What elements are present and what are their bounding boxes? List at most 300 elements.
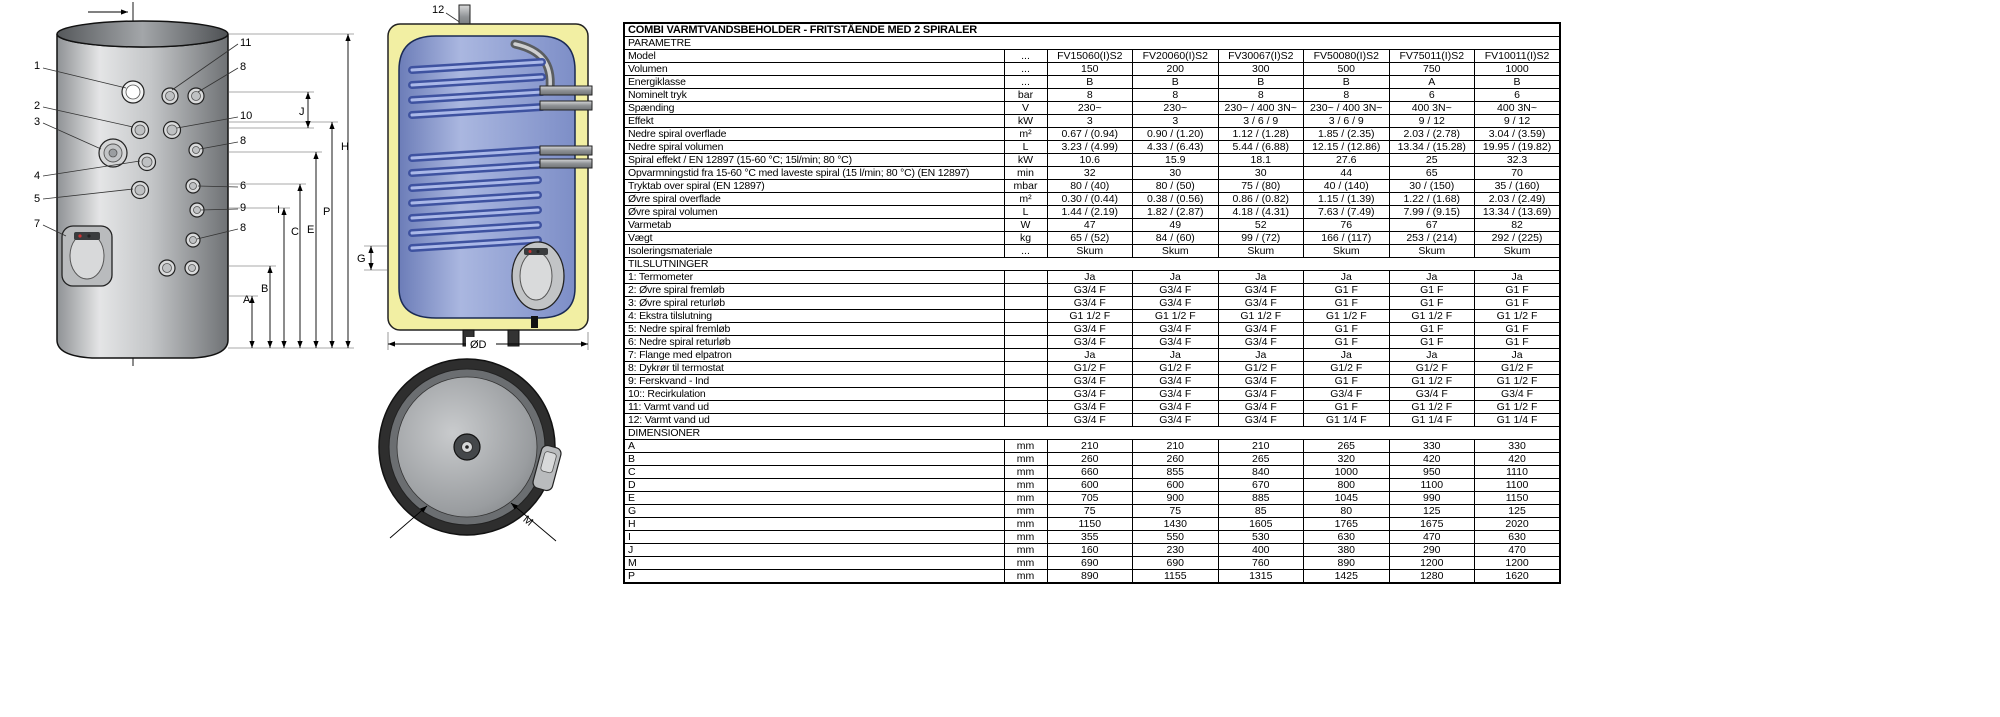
value-cell: 1.12 / (1.28) <box>1218 128 1304 141</box>
table-row <box>624 310 1560 323</box>
row-unit: kg <box>1004 232 1047 245</box>
value-cell: 76 <box>1304 219 1390 232</box>
value-cell: G3/4 F <box>1047 323 1133 336</box>
row-unit: mm <box>1004 479 1047 492</box>
value-cell: 1000 <box>1304 466 1390 479</box>
table-row <box>624 167 1560 180</box>
value-cell: FV15060(I)S2 <box>1047 50 1133 63</box>
value-cell: G1/2 F <box>1475 362 1561 375</box>
value-cell: 75 <box>1047 505 1133 518</box>
value-cell: 1675 <box>1389 518 1475 531</box>
section-header: DIMENSIONER <box>624 427 1560 440</box>
value-cell: 885 <box>1218 492 1304 505</box>
value-cell: G1 F <box>1304 401 1390 414</box>
table-row <box>624 258 1560 271</box>
row-label: 7: Flange med elpatron <box>624 349 1004 362</box>
value-cell: G3/4 F <box>1047 401 1133 414</box>
row-label: B <box>624 453 1004 466</box>
callout-number: 3 <box>34 116 41 128</box>
value-cell: 3 <box>1133 115 1219 128</box>
value-cell: 230 <box>1133 544 1219 557</box>
value-cell: G3/4 F <box>1133 323 1219 336</box>
table-row <box>624 154 1560 167</box>
value-cell: 330 <box>1475 440 1561 453</box>
value-cell: 125 <box>1389 505 1475 518</box>
dimension-letter: I <box>277 204 281 216</box>
value-cell: 330 <box>1389 440 1475 453</box>
row-label: Effekt <box>624 115 1004 128</box>
value-cell: 19.95 / (19.82) <box>1475 141 1561 154</box>
row-unit <box>1004 336 1047 349</box>
dimension-letter: C <box>291 226 299 238</box>
value-cell: 990 <box>1389 492 1475 505</box>
value-cell: 7.99 / (9.15) <box>1389 206 1475 219</box>
value-cell: 200 <box>1133 63 1219 76</box>
value-cell: 8 <box>1218 89 1304 102</box>
value-cell: 265 <box>1218 453 1304 466</box>
value-cell: G1 F <box>1304 323 1390 336</box>
value-cell: Skum <box>1475 245 1561 258</box>
table-row <box>624 76 1560 89</box>
value-cell: G1 1/4 F <box>1389 414 1475 427</box>
table-row <box>624 219 1560 232</box>
value-cell: FV20060(I)S2 <box>1133 50 1219 63</box>
value-cell: G3/4 F <box>1133 401 1219 414</box>
row-unit: mm <box>1004 453 1047 466</box>
row-label: E <box>624 492 1004 505</box>
value-cell: 550 <box>1133 531 1219 544</box>
row-unit <box>1004 349 1047 362</box>
value-cell: 1.22 / (1.68) <box>1389 193 1475 206</box>
value-cell: 1000 <box>1475 63 1561 76</box>
value-cell: B <box>1047 76 1133 89</box>
value-cell: 3.04 / (3.59) <box>1475 128 1561 141</box>
dimension-letter: B <box>261 283 269 295</box>
section-dim-d <box>388 332 588 351</box>
value-cell: 1155 <box>1133 570 1219 584</box>
callout-number: 8 <box>240 222 247 234</box>
table-row <box>624 206 1560 219</box>
value-cell: 25 <box>1389 154 1475 167</box>
value-cell: 292 / (225) <box>1475 232 1561 245</box>
table-row <box>624 453 1560 466</box>
row-unit <box>1004 362 1047 375</box>
table-row <box>624 388 1560 401</box>
row-label: 5: Nedre spiral fremløb <box>624 323 1004 336</box>
tank-top <box>57 21 228 47</box>
value-cell: 2020 <box>1475 518 1561 531</box>
row-unit: mm <box>1004 505 1047 518</box>
dimension-letter: ØD <box>470 339 487 351</box>
row-label: 3: Øvre spiral returløb <box>624 297 1004 310</box>
value-cell: 1100 <box>1475 479 1561 492</box>
value-cell: 9 / 12 <box>1389 115 1475 128</box>
value-cell: 7.63 / (7.49) <box>1304 206 1390 219</box>
value-cell: G3/4 F <box>1047 388 1133 401</box>
value-cell: FV50080(I)S2 <box>1304 50 1390 63</box>
value-cell: G1 F <box>1475 336 1561 349</box>
value-cell: 1.15 / (1.39) <box>1304 193 1390 206</box>
value-cell: 380 <box>1304 544 1390 557</box>
table-row <box>624 141 1560 154</box>
value-cell: 1200 <box>1475 557 1561 570</box>
value-cell: 85 <box>1218 505 1304 518</box>
callout-number: 12 <box>432 4 445 16</box>
table-row <box>624 102 1560 115</box>
value-cell: G3/4 F <box>1218 297 1304 310</box>
value-cell: G3/4 F <box>1218 375 1304 388</box>
row-label: Tryktab over spiral (EN 12897) <box>624 180 1004 193</box>
table-row <box>624 466 1560 479</box>
value-cell: 52 <box>1218 219 1304 232</box>
value-cell: 0.67 / (0.94) <box>1047 128 1133 141</box>
value-cell: 660 <box>1047 466 1133 479</box>
value-cell: 80 / (50) <box>1133 180 1219 193</box>
table-row <box>624 492 1560 505</box>
row-unit: L <box>1004 141 1047 154</box>
value-cell: 27.6 <box>1304 154 1390 167</box>
value-cell: 253 / (214) <box>1389 232 1475 245</box>
value-cell: Ja <box>1475 271 1561 284</box>
value-cell: 8 <box>1047 89 1133 102</box>
value-cell: G1 F <box>1389 336 1475 349</box>
value-cell: 9 / 12 <box>1475 115 1561 128</box>
value-cell: Ja <box>1475 349 1561 362</box>
row-unit <box>1004 388 1047 401</box>
table-row <box>624 284 1560 297</box>
value-cell: 2.03 / (2.49) <box>1475 193 1561 206</box>
value-cell: FV10011(I)S2 <box>1475 50 1561 63</box>
value-cell: G3/4 F <box>1047 297 1133 310</box>
value-cell: 18.1 <box>1218 154 1304 167</box>
value-cell: 10.6 <box>1047 154 1133 167</box>
value-cell: 47 <box>1047 219 1133 232</box>
row-unit: mm <box>1004 466 1047 479</box>
value-cell: 1430 <box>1133 518 1219 531</box>
table-row <box>624 336 1560 349</box>
value-cell: G1/2 F <box>1047 362 1133 375</box>
value-cell: 1100 <box>1389 479 1475 492</box>
row-label: 2: Øvre spiral fremløb <box>624 284 1004 297</box>
value-cell: 99 / (72) <box>1218 232 1304 245</box>
value-cell: G1 F <box>1475 297 1561 310</box>
spec-table-grid <box>623 22 1561 584</box>
row-unit <box>1004 401 1047 414</box>
value-cell: 530 <box>1218 531 1304 544</box>
value-cell: G1 1/2 F <box>1475 310 1561 323</box>
value-cell: 1.82 / (2.87) <box>1133 206 1219 219</box>
row-unit: ... <box>1004 76 1047 89</box>
value-cell: 44 <box>1304 167 1390 180</box>
value-cell: 420 <box>1389 453 1475 466</box>
value-cell: 0.90 / (1.20) <box>1133 128 1219 141</box>
row-unit <box>1004 297 1047 310</box>
row-unit: V <box>1004 102 1047 115</box>
table-row <box>624 557 1560 570</box>
table-row <box>624 180 1560 193</box>
value-cell: 65 / (52) <box>1047 232 1133 245</box>
row-label: Model <box>624 50 1004 63</box>
value-cell: G1 1/2 F <box>1304 310 1390 323</box>
row-label: Nedre spiral volumen <box>624 141 1004 154</box>
value-cell: G3/4 F <box>1133 297 1219 310</box>
dimension-letter: A <box>243 294 251 306</box>
value-cell: 3 / 6 / 9 <box>1304 115 1390 128</box>
value-cell: Skum <box>1389 245 1475 258</box>
callout-number: 1 <box>34 60 41 72</box>
value-cell: 13.34 / (15.28) <box>1389 141 1475 154</box>
value-cell: 900 <box>1133 492 1219 505</box>
row-unit <box>1004 284 1047 297</box>
value-cell: 125 <box>1475 505 1561 518</box>
value-cell: G1 1/2 F <box>1389 310 1475 323</box>
tank-top-view <box>379 359 562 541</box>
value-cell: Ja <box>1218 271 1304 284</box>
value-cell: G3/4 F <box>1133 284 1219 297</box>
value-cell: 32 <box>1047 167 1133 180</box>
value-cell: 30 <box>1218 167 1304 180</box>
callout-number: 8 <box>240 135 247 147</box>
table-row <box>624 414 1560 427</box>
value-cell: 1150 <box>1047 518 1133 531</box>
value-cell: G1 1/2 F <box>1389 375 1475 388</box>
tank-front-view <box>34 2 354 366</box>
row-unit <box>1004 375 1047 388</box>
spec-table-body <box>624 23 1560 583</box>
row-label: J <box>624 544 1004 557</box>
value-cell: G1 1/4 F <box>1475 414 1561 427</box>
value-cell: 265 <box>1304 440 1390 453</box>
value-cell: 420 <box>1475 453 1561 466</box>
value-cell: Skum <box>1304 245 1390 258</box>
row-unit <box>1004 323 1047 336</box>
row-unit: mm <box>1004 518 1047 531</box>
value-cell: 1620 <box>1475 570 1561 584</box>
row-unit: mm <box>1004 544 1047 557</box>
value-cell: G1/2 F <box>1133 362 1219 375</box>
row-unit: min <box>1004 167 1047 180</box>
value-cell: 320 <box>1304 453 1390 466</box>
row-label: 4: Ekstra tilslutning <box>624 310 1004 323</box>
table-row <box>624 349 1560 362</box>
dimension-letter: P <box>323 206 331 218</box>
value-cell: 630 <box>1304 531 1390 544</box>
value-cell: 670 <box>1218 479 1304 492</box>
value-cell: 1765 <box>1304 518 1390 531</box>
value-cell: 1110 <box>1475 466 1561 479</box>
row-unit: ... <box>1004 50 1047 63</box>
callout-number: 11 <box>240 37 252 49</box>
row-label: I <box>624 531 1004 544</box>
value-cell: 67 <box>1389 219 1475 232</box>
row-label: H <box>624 518 1004 531</box>
table-row <box>624 37 1560 50</box>
value-cell: Skum <box>1047 245 1133 258</box>
table-row <box>624 544 1560 557</box>
value-cell: 1.44 / (2.19) <box>1047 206 1133 219</box>
value-cell: 890 <box>1047 570 1133 584</box>
row-label: 9: Ferskvand - Ind <box>624 375 1004 388</box>
value-cell: 890 <box>1304 557 1390 570</box>
value-cell: 40 / (140) <box>1304 180 1390 193</box>
table-row <box>624 23 1560 37</box>
value-cell: G3/4 F <box>1047 375 1133 388</box>
value-cell: G1/2 F <box>1218 362 1304 375</box>
value-cell: Ja <box>1133 349 1219 362</box>
value-cell: 1605 <box>1218 518 1304 531</box>
value-cell: 400 3N~ <box>1389 102 1475 115</box>
value-cell: G1 1/2 F <box>1218 310 1304 323</box>
value-cell: Skum <box>1133 245 1219 258</box>
row-unit: m² <box>1004 128 1047 141</box>
value-cell: G1/2 F <box>1304 362 1390 375</box>
table-row <box>624 245 1560 258</box>
dimension-letter: H <box>341 141 349 153</box>
value-cell: G1 1/4 F <box>1304 414 1390 427</box>
row-unit: L <box>1004 206 1047 219</box>
value-cell: 6 <box>1475 89 1561 102</box>
row-label: 11: Varmt vand ud <box>624 401 1004 414</box>
value-cell: 1.85 / (2.35) <box>1304 128 1390 141</box>
value-cell: 75 <box>1133 505 1219 518</box>
table-row <box>624 271 1560 284</box>
table-row <box>624 440 1560 453</box>
value-cell: 30 / (150) <box>1389 180 1475 193</box>
value-cell: G3/4 F <box>1133 336 1219 349</box>
value-cell: 65 <box>1389 167 1475 180</box>
callout-number: 7 <box>34 218 41 230</box>
value-cell: G1 1/2 F <box>1475 401 1561 414</box>
value-cell: G3/4 F <box>1047 336 1133 349</box>
row-label: Energiklasse <box>624 76 1004 89</box>
value-cell: B <box>1133 76 1219 89</box>
table-row <box>624 115 1560 128</box>
section-dim-g <box>357 246 388 270</box>
value-cell: 800 <box>1304 479 1390 492</box>
table-row <box>624 375 1560 388</box>
value-cell: 690 <box>1133 557 1219 570</box>
value-cell: G1 1/2 F <box>1475 375 1561 388</box>
value-cell: 210 <box>1218 440 1304 453</box>
value-cell: G1 F <box>1304 284 1390 297</box>
value-cell: G3/4 F <box>1218 323 1304 336</box>
value-cell: Ja <box>1133 271 1219 284</box>
value-cell: Skum <box>1218 245 1304 258</box>
value-cell: G3/4 F <box>1218 414 1304 427</box>
value-cell: 1425 <box>1304 570 1390 584</box>
callout-number: 9 <box>240 202 247 214</box>
section-header: PARAMETRE <box>624 37 1560 50</box>
value-cell: 5.44 / (6.88) <box>1218 141 1304 154</box>
value-cell: G3/4 F <box>1218 336 1304 349</box>
value-cell: G3/4 F <box>1047 284 1133 297</box>
value-cell: Ja <box>1218 349 1304 362</box>
row-unit: ... <box>1004 63 1047 76</box>
table-title: COMBI VARMTVANDSBEHOLDER - FRITSTÅENDE MED 2 SPIRALER <box>624 23 1560 37</box>
value-cell: A <box>1389 76 1475 89</box>
row-label: Nominelt tryk <box>624 89 1004 102</box>
row-label: Varmetab <box>624 219 1004 232</box>
table-row <box>624 89 1560 102</box>
dimension-letter: G <box>357 253 366 265</box>
value-cell: G3/4 F <box>1133 414 1219 427</box>
value-cell: 400 <box>1218 544 1304 557</box>
value-cell: 8 <box>1133 89 1219 102</box>
value-cell: FV75011(I)S2 <box>1389 50 1475 63</box>
value-cell: G3/4 F <box>1133 375 1219 388</box>
value-cell: 70 <box>1475 167 1561 180</box>
value-cell: 160 <box>1047 544 1133 557</box>
value-cell: Ja <box>1389 271 1475 284</box>
row-unit: kW <box>1004 154 1047 167</box>
value-cell: 30 <box>1133 167 1219 180</box>
value-cell: G1 F <box>1304 375 1390 388</box>
value-cell: 260 <box>1047 453 1133 466</box>
value-cell: G3/4 F <box>1475 388 1561 401</box>
value-cell: 290 <box>1389 544 1475 557</box>
value-cell: 49 <box>1133 219 1219 232</box>
row-label: G <box>624 505 1004 518</box>
value-cell: 300 <box>1218 63 1304 76</box>
value-cell: 35 / (160) <box>1475 180 1561 193</box>
callout-number: 2 <box>34 100 41 112</box>
value-cell: 3 / 6 / 9 <box>1218 115 1304 128</box>
row-unit: kW <box>1004 115 1047 128</box>
value-cell: 150 <box>1047 63 1133 76</box>
value-cell: 1150 <box>1475 492 1561 505</box>
value-cell: G1 F <box>1389 297 1475 310</box>
row-label: Opvarmningstid fra 15-60 °C med laveste spiral (15 l/min; 80 °C) (EN 12897) <box>624 167 1004 180</box>
row-label: Spænding <box>624 102 1004 115</box>
row-label: 8: Dykrør til termostat <box>624 362 1004 375</box>
callout-number: 10 <box>240 110 253 122</box>
value-cell: G3/4 F <box>1218 284 1304 297</box>
row-unit: mm <box>1004 492 1047 505</box>
value-cell: B <box>1218 76 1304 89</box>
row-label: Spiral effekt / EN 12897 (15-60 °C; 15l/min; 80 °C) <box>624 154 1004 167</box>
value-cell: G1 1/2 F <box>1047 310 1133 323</box>
value-cell: G1/2 F <box>1389 362 1475 375</box>
value-cell: 630 <box>1475 531 1561 544</box>
value-cell: 355 <box>1047 531 1133 544</box>
row-label: M <box>624 557 1004 570</box>
value-cell: 690 <box>1047 557 1133 570</box>
value-cell: Ja <box>1304 349 1390 362</box>
table-row <box>624 362 1560 375</box>
value-cell: G1 F <box>1304 297 1390 310</box>
table-row <box>624 505 1560 518</box>
row-label: C <box>624 466 1004 479</box>
value-cell: 0.86 / (0.82) <box>1218 193 1304 206</box>
value-cell: 760 <box>1218 557 1304 570</box>
row-unit: mm <box>1004 557 1047 570</box>
value-cell: 4.18 / (4.31) <box>1218 206 1304 219</box>
value-cell: Ja <box>1047 349 1133 362</box>
value-cell: 1045 <box>1304 492 1390 505</box>
table-row <box>624 193 1560 206</box>
row-unit <box>1004 310 1047 323</box>
callout-number: 6 <box>240 180 247 192</box>
elpatron-cover-front <box>62 226 112 286</box>
row-label: Volumen <box>624 63 1004 76</box>
table-row <box>624 401 1560 414</box>
value-cell: G3/4 F <box>1304 388 1390 401</box>
dimension-letter: E <box>307 224 315 236</box>
table-row <box>624 427 1560 440</box>
row-unit: W <box>1004 219 1047 232</box>
value-cell: G1 F <box>1475 284 1561 297</box>
section-header: TILSLUTNINGER <box>624 258 1560 271</box>
